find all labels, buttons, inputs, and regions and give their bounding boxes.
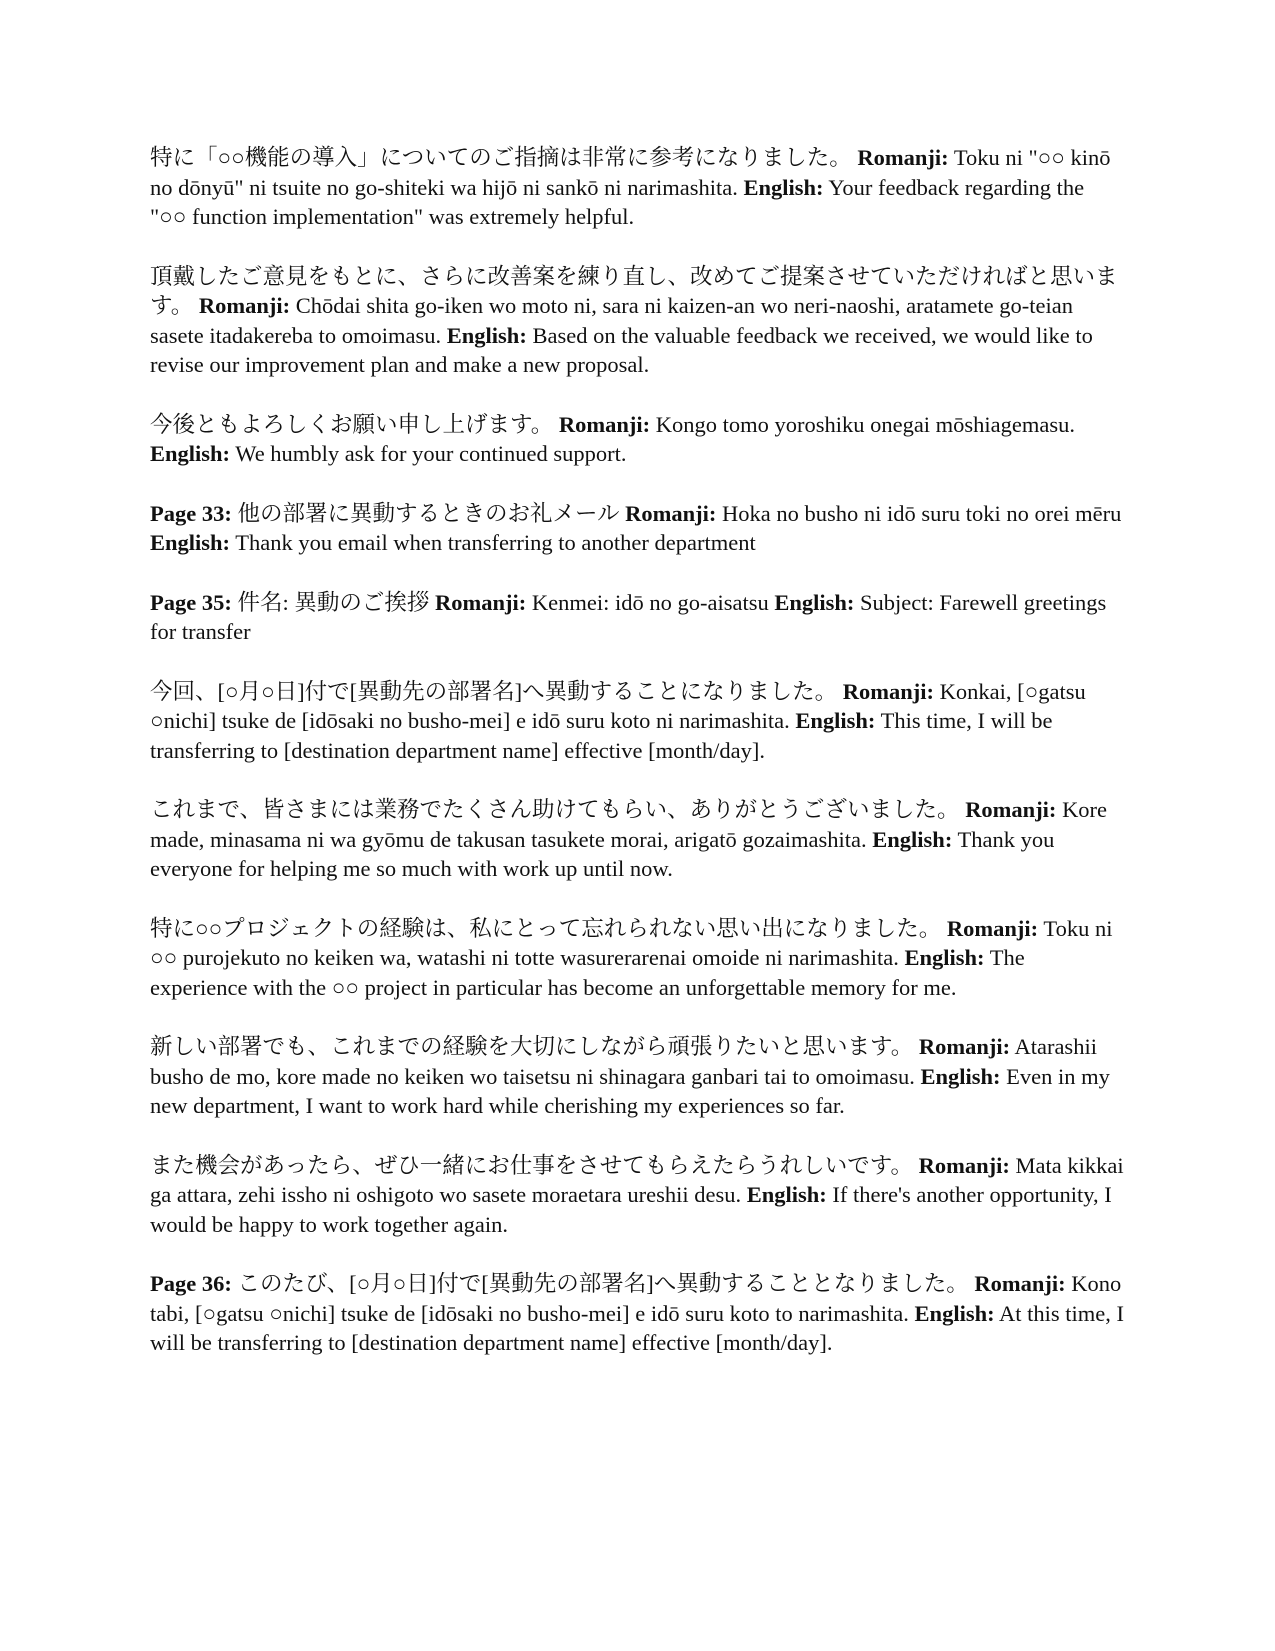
page-label: Page 35: xyxy=(150,589,232,615)
romanji-label: Romanji: xyxy=(435,589,527,615)
english-text: Subject: Farewell greetings for transfer xyxy=(150,589,1107,644)
romanji-text: Toku ni "○○ kinō no dōnyū" ni tsuite no go-shiteki wa hijō ni sankō ni narimashita. xyxy=(150,145,1111,200)
english-label: English: xyxy=(872,826,953,852)
paragraph-3 xyxy=(150,410,1125,469)
romanji-label: Romanji: xyxy=(946,915,1039,941)
japanese-text: このたび、[○月○日]付で[異動先の部署名]へ異動することとなりました。 xyxy=(237,1271,969,1296)
english-label: English: xyxy=(774,589,855,615)
paragraph-10 xyxy=(150,1151,1125,1240)
japanese-text: 特に○○プロジェクトの経験は、私にとって忘れられない思い出になりました。 xyxy=(150,915,942,941)
japanese-text: 今回、[○月○日]付で[異動先の部署名]へ異動することになりました。 xyxy=(150,678,838,704)
english-label: English: xyxy=(920,1063,1001,1089)
japanese-text: 他の部署に異動するときのお礼メール xyxy=(237,500,620,526)
japanese-text: これまで、皆さまには業務でたくさん助けてもらい、ありがとうございました。 xyxy=(150,797,960,822)
english-text: Your feedback regarding the "○○ function implementation" was extremely helpful. xyxy=(150,174,1085,229)
english-label: English: xyxy=(795,708,876,733)
romanji-label: Romanji: xyxy=(918,1034,1011,1059)
romanji-text: Hoka no busho ni idō suru toki no orei mēru xyxy=(722,500,1122,526)
romanji-label: Romanji: xyxy=(974,1271,1066,1296)
romanji-text: Kono tabi, [○gatsu ○nichi] tsuke de [idōsaki no busho-mei] e idō suru koto to narimashita. xyxy=(150,1271,1122,1326)
romanji-text: Konkai, [○gatsu ○nichi] tsuke de [idōsaki no busho-mei] e idō suru koto ni narimashita. xyxy=(150,678,1086,733)
page-label: Page 33: xyxy=(150,500,232,526)
page-label: Page 36: xyxy=(150,1271,232,1296)
japanese-text: 特に「○○機能の導入」についてのご指摘は非常に参考になりました。 xyxy=(150,145,852,170)
english-label: English: xyxy=(446,322,527,348)
romanji-label: Romanji: xyxy=(558,411,651,437)
romanji-label: Romanji: xyxy=(198,293,291,318)
english-label: English: xyxy=(743,174,824,200)
english-label: English: xyxy=(746,1182,827,1207)
document-page xyxy=(150,143,1125,1388)
english-label: English: xyxy=(914,1300,995,1326)
japanese-text: 頂戴したご意見をもとに、さらに改善案を練り直し、改めてご提案させていただければと思います。 xyxy=(150,263,1118,318)
english-text: This time, I will be transferring to [destination department name] effective [month/day]. xyxy=(150,708,1053,763)
romanji-text: Mata kikkai ga attara, zehi issho ni oshigoto wo sasete moraetara ureshii desu. xyxy=(150,1152,1124,1207)
english-text: The experience with the ○○ project in particular has become an unforgettable memory for me. xyxy=(150,945,1025,1000)
romanji-text: Kenmei: idō no go-aisatsu xyxy=(531,589,769,615)
japanese-text: また機会があったら、ぜひ一緒にお仕事をさせてもらえたらうれしいです。 xyxy=(150,1152,913,1178)
romanji-text: Chōdai shita go-iken wo moto ni, sara ni kaizen-an wo neri-naoshi, aratamete go-teian sasete itadakereba to omoimasu. xyxy=(150,293,1073,348)
english-text: Even in my new department, I want to work hard while cherishing my experiences so far. xyxy=(150,1063,1110,1118)
paragraph-2 xyxy=(150,262,1125,380)
english-text: Thank you everyone for helping me so much with work up until now. xyxy=(150,826,1055,881)
romanji-label: Romanji: xyxy=(625,500,717,526)
english-text: Based on the valuable feedback we received, we would like to revise our improvement plan and make a new proposal. xyxy=(150,322,1093,377)
english-text: Thank you email when transferring to another department xyxy=(235,530,756,555)
english-label: English: xyxy=(150,441,231,466)
romanji-label: Romanji: xyxy=(842,678,935,704)
paragraph-6 xyxy=(150,677,1125,766)
paragraph-9 xyxy=(150,1032,1125,1121)
english-text: We humbly ask for your continued support. xyxy=(235,441,627,466)
romanji-text: Kongo tomo yoroshiku onegai mōshiagemasu. xyxy=(655,411,1076,437)
romanji-label: Romanji: xyxy=(918,1152,1010,1178)
romanji-text: Kore made, minasama ni wa gyōmu de takusan tasukete morai, arigatō gozaimashita. xyxy=(150,797,1108,852)
english-text: If there's another opportunity, I would be happy to work together again. xyxy=(150,1182,1112,1237)
japanese-text: 今後ともよろしくお願い申し上げます。 xyxy=(150,411,554,437)
english-label: English: xyxy=(904,945,985,970)
romanji-text: Toku ni ○○ purojekuto no keiken wa, watashi ni totte wasurerarenai omoide ni narimashita. xyxy=(150,915,1113,970)
english-text: At this time, I will be transferring to [destination department name] effective [month/day]. xyxy=(150,1300,1124,1355)
japanese-text: 新しい部署でも、これまでの経験を大切にしながら頑張りたいと思います。 xyxy=(150,1034,914,1059)
romanji-label: Romanji: xyxy=(857,145,949,170)
paragraph-8 xyxy=(150,914,1125,1003)
paragraph-page-33 xyxy=(150,499,1125,558)
romanji-label: Romanji: xyxy=(965,797,1057,822)
japanese-text: 件名: 異動のご挨拶 xyxy=(237,589,430,615)
paragraph-1 xyxy=(150,143,1125,232)
paragraph-page-36 xyxy=(150,1269,1125,1358)
paragraph-7 xyxy=(150,795,1125,884)
paragraph-page-35 xyxy=(150,588,1125,647)
english-label: English: xyxy=(150,530,231,555)
romanji-text: Atarashii busho de mo, kore made no keiken wo taisetsu ni shinagara ganbari tai to omoimasu. xyxy=(150,1034,1097,1089)
